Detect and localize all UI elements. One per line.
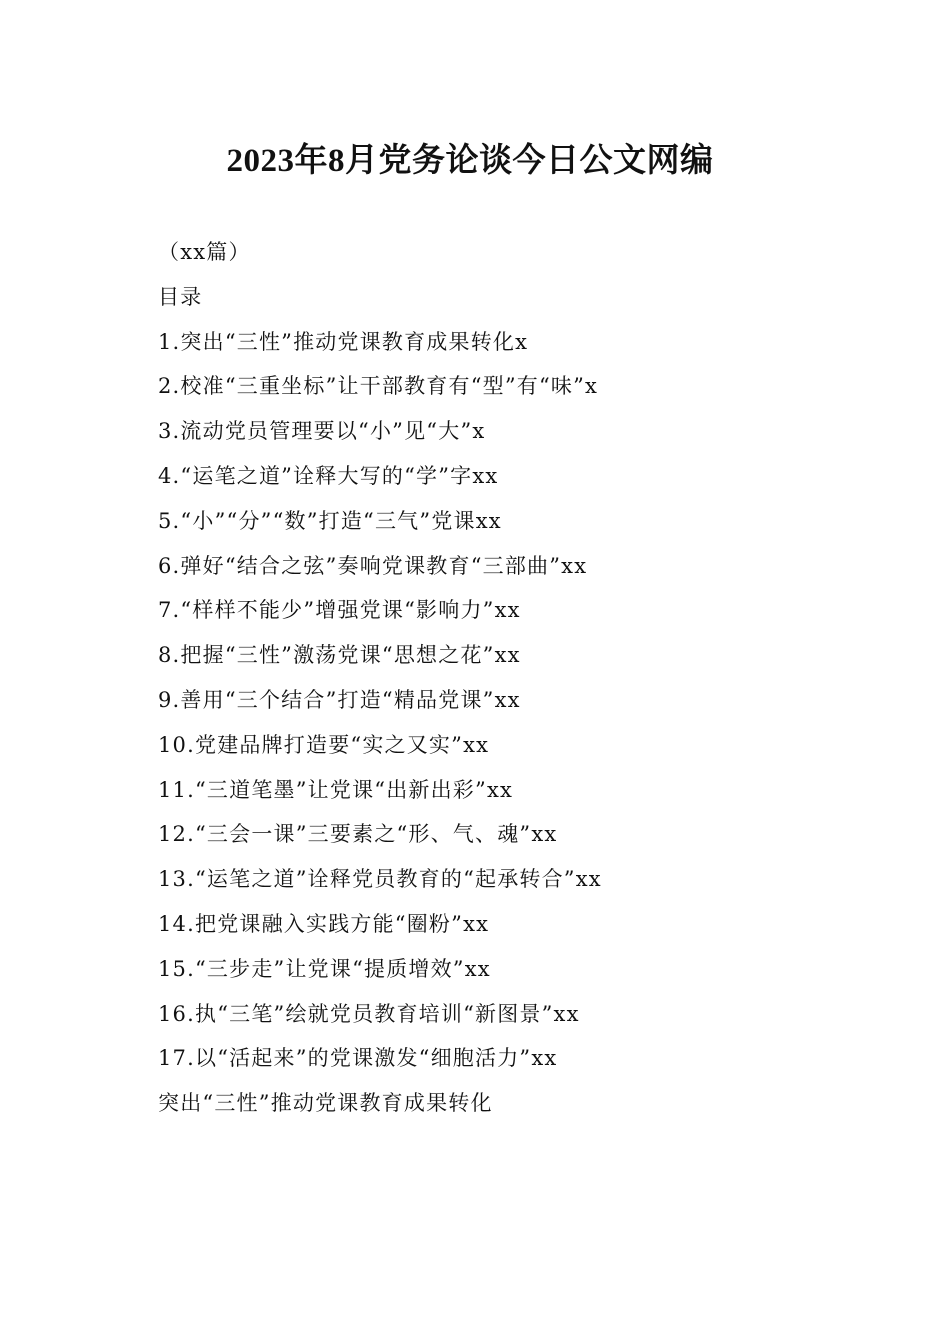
toc-item: 10.党建品牌打造要“实之又实”xx [158,732,490,757]
document-subtitle: （xx篇） [158,240,251,264]
toc-item: 6.弹好“结合之弦”奏响党课教育“三部曲”xx [158,553,588,578]
section-heading: 突出“三性”推动党课教育成果转化 [158,1091,493,1116]
toc-item: 2.校准“三重坐标”让干部教育有“型”有“味”x [158,374,599,399]
toc-item: 7.“样样不能少”增强党课“影响力”xx [158,598,521,623]
toc-item: 3.流动党员管理要以“小”见“大”x [158,419,486,444]
toc-item: 4.“运笔之道”诠释大写的“学”字xx [158,463,499,488]
toc-item: 1.突出“三性”推动党课教育成果转化x [158,329,529,354]
toc-item: 9.善用“三个结合”打造“精品党课”xx [158,687,521,712]
toc-item: 8.把握“三性”激荡党课“思想之花”xx [158,643,521,668]
toc-item: 12.“三会一课”三要素之“形、气、魂”xx [158,822,558,847]
toc-item: 15.“三步走”让党课“提质增效”xx [158,956,491,981]
toc-item: 14.把党课融入实践方能“圈粉”xx [158,911,490,936]
toc-item: 5.“小”“分”“数”打造“三气”党课xx [158,508,502,533]
document-body [158,230,858,1126]
toc-item: 17.以“活起来”的党课激发“细胞活力”xx [158,1046,558,1071]
document-title: 2023年8月党务论谈今日公文网编 [226,143,714,179]
toc-item: 13.“运笔之道”诠释党员教育的“起承转合”xx [158,867,602,892]
table-of-contents [158,320,858,1082]
toc-item: 11.“三道笔墨”让党课“出新出彩”xx [158,777,514,802]
toc-heading: 目录 [158,284,203,309]
toc-item: 16.执“三笔”绘就党员教育培训“新图景”xx [158,1001,580,1026]
